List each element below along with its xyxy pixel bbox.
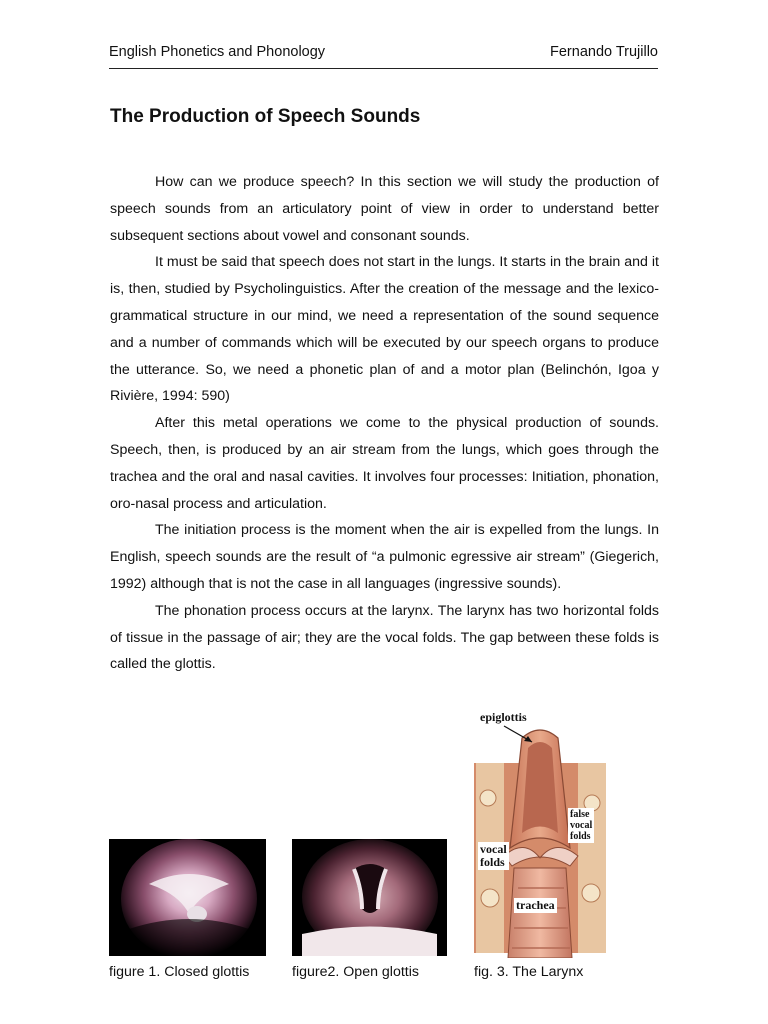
- false-vocal-folds-label-line-3: folds: [570, 831, 591, 842]
- header-author: Fernando Trujillo: [550, 44, 658, 60]
- vocal-folds-label: [478, 842, 509, 870]
- open-glottis-photo: [292, 839, 447, 956]
- epiglottis-label: epiglottis: [480, 710, 527, 724]
- paragraph: It must be said that speech does not start in the lungs. It starts in the brain and it is, then, studied by Psycholinguistics. After the creation of the message and the lexico-grammatical structure in our mind, we need a representation of the sound sequence and a number of commands which will be executed by our speech organs to produce the utterance. So, we need a phonetic plan of and a motor plan (Belinchón, Igoa y Rivière, 1994: 590): [110, 254, 659, 405]
- paragraph: The phonation process occurs at the larynx. The larynx has two horizontal folds of tissue in the passage of air; they are the vocal folds. The gap between these folds is called the glottis.: [110, 602, 659, 673]
- figure-1-caption: figure 1. Closed glottis: [109, 964, 250, 980]
- trachea-label: trachea: [516, 898, 555, 912]
- body-text: [110, 169, 659, 678]
- paragraph: The initiation process is the moment when the air is expelled from the lungs. In English, speech sounds are the result of “a pulmonic egressive air stream” (Giegerich, 1992) although that is not the case in all languages (ingressive sounds).: [110, 522, 659, 592]
- false-vocal-folds-label-line-2: vocal: [570, 820, 593, 831]
- header-course-title: English Phonetics and Phonology: [109, 44, 326, 60]
- figure-2-caption: figure2. Open glottis: [292, 964, 419, 980]
- figure-3-caption: fig. 3. The Larynx: [474, 964, 584, 980]
- section-title: The Production of Speech Sounds: [110, 106, 421, 127]
- false-vocal-folds-label-line-1: false: [570, 809, 590, 820]
- paragraph: How can we produce speech? In this section we will study the production of speech sounds from an articulatory point of view in order to understand better subsequent sections about vowel and consonant sounds.: [110, 174, 659, 244]
- larynx-illustration: [474, 708, 609, 958]
- vocal-folds-label-line-2: folds: [480, 855, 505, 869]
- closed-glottis-photo: [109, 839, 266, 956]
- page-header: [109, 44, 658, 69]
- false-vocal-folds-label: [568, 808, 594, 843]
- vocal-folds-label-line-1: vocal: [480, 842, 507, 856]
- paragraph: After this metal operations we come to the physical production of sounds. Speech, then, is produced by an air stream from the lungs, which goes through the trachea and the oral and nasal cavities. It involves four processes: Initiation, phonation, oro-nasal process and articulation.: [110, 415, 659, 512]
